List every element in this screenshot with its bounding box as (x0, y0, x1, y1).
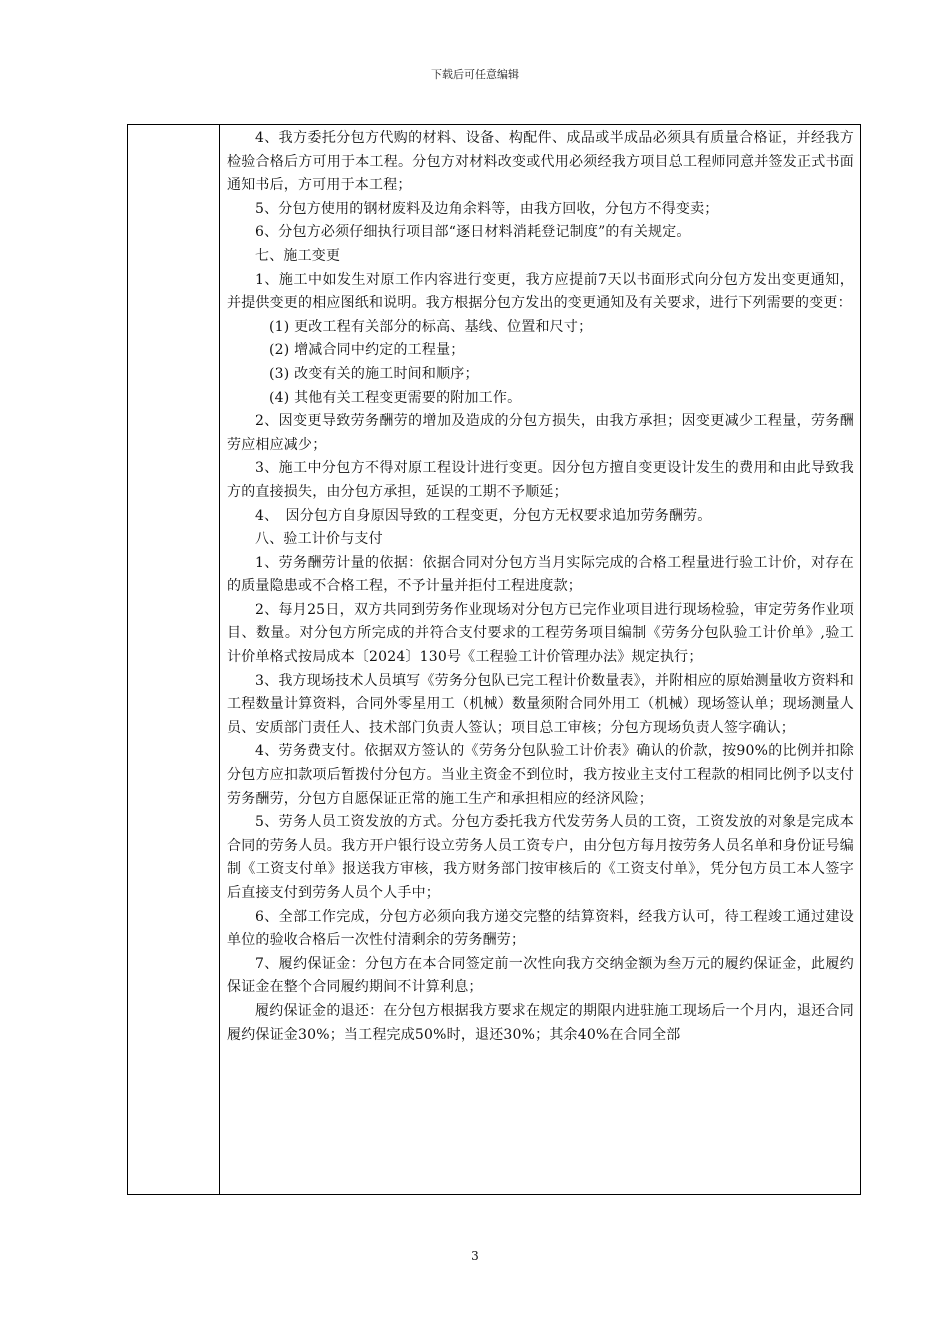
contract-paragraph: 4、 因分包方自身原因导致的工程变更，分包方无权要求追加劳务酬劳。 (255, 507, 712, 524)
contract-table (127, 124, 861, 1195)
contract-paragraph: 2、因变更导致劳务酬劳的增加及造成的分包方损失，由我方承担；因变更减少工程量，劳务酬劳应相应减少； (227, 413, 854, 453)
contract-paragraph: 3、我方现场技术人员填写《劳务分包队已完工程计价数量表》，并附相应的原始测量收方资料和工程数量计算资料，合同外零星用工（机械）数量须附合同外用工（机械）现场签认单；现场测量人员、安质部门责任人、技术部门负责人签认；项目总工审核；分包方现场负责人签字确认； (227, 672, 854, 736)
contract-paragraph: 7、履约保证金：分包方在本合同签定前一次性向我方交纳金额为叁万元的履约保证金，此履约保证金在整个合同履约期间不计算利息； (227, 955, 854, 996)
contract-paragraph: 6、全部工作完成，分包方必须向我方递交完整的结算资料，经我方认可，待工程竣工通过建设单位的验收合格后一次性付清剩余的劳务酬劳； (227, 908, 854, 949)
contract-paragraph: 1、施工中如发生对原工作内容进行变更，我方应提前7天以书面形式向分包方发出变更通知，并提供变更的相应图纸和说明。我方根据分包方发出的变更通知及有关要求，进行下列需要的变更： (227, 271, 854, 312)
contract-paragraph: 2、每月25日，双方共同到劳务作业现场对分包方已完作业项目进行现场检验，审定劳务作业项目、数量。对分包方所完成的并符合支付要求的工程劳务项目编制《劳务分包队验工计价单》,验工计价单格式按局成本〔2024〕130号《工程验工计价管理办法》规定执行； (227, 601, 854, 666)
contract-paragraph: 3、施工中分包方不得对原工程设计进行变更。因分包方擅自变更设计发生的费用和由此导致我方的直接损失，由分包方承担，延误的工期不予顺延； (227, 460, 854, 500)
contract-paragraph: (3) 改变有关的施工时间和顺序； (269, 365, 479, 382)
contract-paragraph: 八、验工计价与支付 (255, 531, 383, 548)
contract-paragraph: 4、劳务费支付。依据双方签认的《劳务分包队验工计价表》确认的价款，按90%的比例并扣除分包方应扣款项后暂拨付分包方。当业主资金不到位时，我方按业主支付工程款的相同比例予以支付劳务酬劳，分包方自愿保证正常的施工生产和承担相应的经济风险； (227, 743, 854, 807)
contract-paragraph: 5、劳务人员工资发放的方式。分包方委托我方代发劳务人员的工资，工资发放的对象是完成本合同的劳务人员。我方开户银行设立劳务人员工资专户，由分包方每月按劳务人员名单和身份证号编制《工资支付单》报送我方审核，我方财务部门按审核后的《工资支付单》，凭分包方员工本人签字后直接支付到劳务人员个人手中； (227, 814, 854, 901)
contract-paragraph: 1、劳务酬劳计量的依据：依据合同对分包方当月实际完成的合格工程量进行验工计价，对存在的质量隐患或不合格工程，不予计量并拒付工程进度款； (227, 554, 854, 595)
contract-paragraph: (4) 其他有关工程变更需要的附加工作。 (269, 389, 522, 406)
contract-paragraph: 5、分包方使用的钢材废料及边角余料等，由我方回收，分包方不得变卖； (255, 200, 719, 217)
contract-paragraph: (2) 增减合同中约定的工程量； (269, 342, 465, 359)
contract-paragraph: 履约保证金的退还：在分包方根据我方要求在规定的期限内进驻施工现场后一个月内，退还合同履约保证金30%；当工程完成50%时，退还30%；其余40%在合同全部 (227, 1002, 854, 1043)
contract-paragraph: 6、分包方必须仔细执行项目部“逐日材料消耗登记制度”的有关规定。 (255, 224, 691, 241)
page-number: 3 (471, 1249, 479, 1263)
contract-paragraph: (1) 更改工程有关部分的标高、基线、位置和尺寸； (269, 318, 593, 335)
contract-paragraph: 4、我方委托分包方代购的材料、设备、构配件、成品或半成品必须具有质量合格证，并经我方检验合格后方可用于本工程。分包方对材料改变或代用必须经我方项目总工程师同意并签发正式书面通知书后，方可用于本工程； (227, 130, 854, 194)
contract-paragraph: 七、施工变更 (255, 247, 341, 264)
page-header: 下载后可任意编辑 (431, 68, 519, 81)
contract-text-cell (220, 127, 860, 1194)
